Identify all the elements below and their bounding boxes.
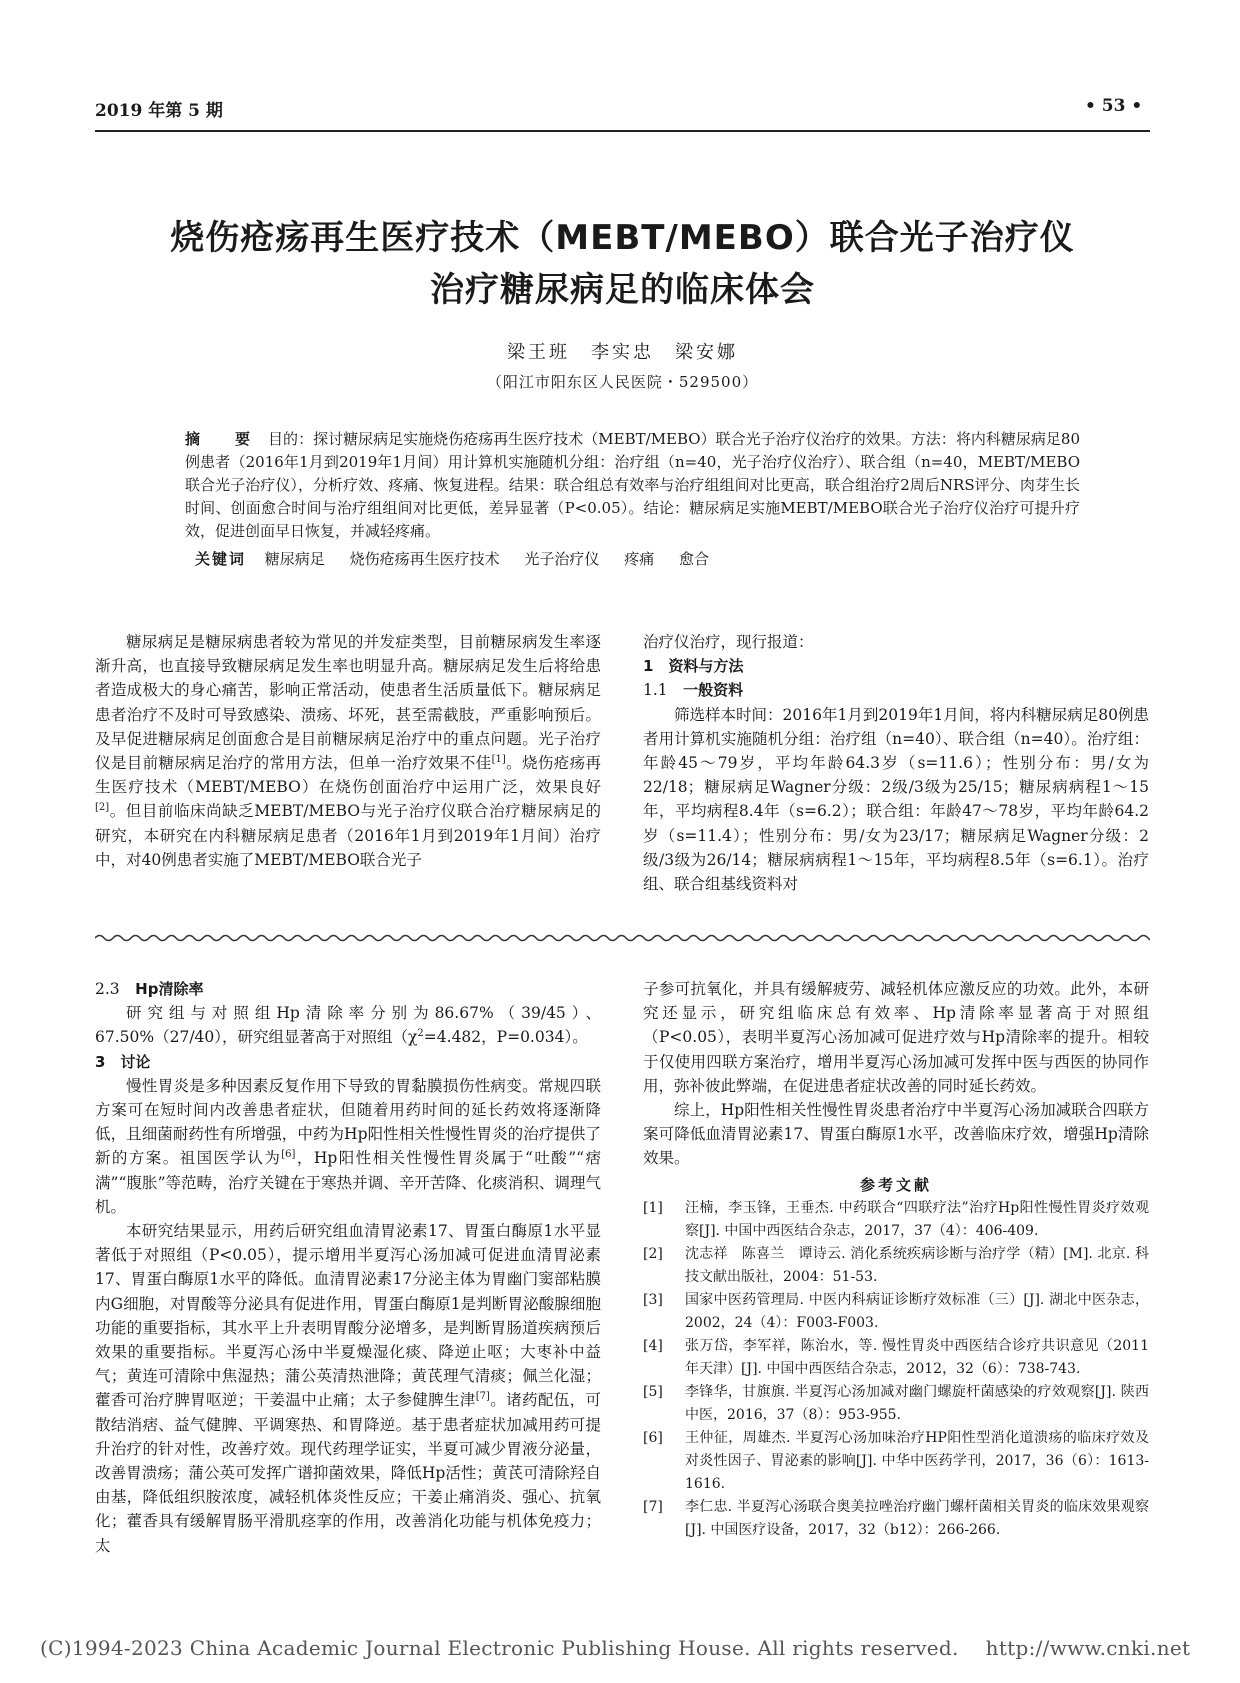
abstract-label: 摘 要 [185,430,261,448]
reference-item: [3] 国家中医药管理局. 中医内科病证诊断疗效标准（三）[J]. 湖北中医杂志，2002，24（4）：F003-F003. [643,1291,1149,1331]
citation: [6] [281,1149,296,1161]
author-list: 梁王班 李实忠 梁安娜 [507,342,738,363]
reference-item: [1] 汪楠，李玉锋，王垂杰. 中药联合“四联疗法”治疗Hp阳性慢性胃炎疗效观察[J]. 中国中西医结合杂志，2017，37（4）：406-409. [643,1199,1149,1239]
subsection-heading: 1.1 一般资料 [643,681,744,700]
intro-paragraph: 糖尿病足是糖尿病患者较为常见的并发症类型，目前糖尿病发生率逐渐升高，也直接导致糖尿病足发生率也明显升高。糖尿病足发生后将给患者造成极大的身心痛苦，影响正常活动，使患者生活质量低下。糖尿病足患者治疗不及时可导致感染、溃疡、坏死，甚至需截肢，严重影响预后。及早促进糖尿病足创面愈合是目前糖尿病足治疗中的重点问题。光子治疗仪是目前糖尿病足治疗的常用方法，但单一治疗效果不佳[1]。烧伤疮疡再生医疗技术（MEBT/MEBO）在烧伤创面治疗中运用广泛，效果良好[2]。但目前临床尚缺乏MEBT/MEBO与光子治疗仪联合治疗糖尿病足的研究，本研究在内科糖尿病足患者（2016年1月到2019年1月间）治疗中，对40例患者实施了MEBT/MEBO联合光子 [95,633,601,869]
reference-item: [7] 李仁忠. 半夏泻心汤联合奥美拉唑治疗幽门螺杆菌相关胃炎的临床效果观察[J]. 中国医疗设备，2017，32（b12）：266-266. [643,1498,1149,1538]
conclusion-paragraph: 综上，Hp阳性相关性慢性胃炎患者治疗中半夏泻心汤加减联合四联方案可降低血清胃泌素17、胃蛋白酶原1水平，改善临床疗效，增强Hp清除效果。 [643,1101,1149,1168]
header-rule [95,130,1150,132]
page-break-wave [95,932,1150,944]
discussion-paragraph: 慢性胃炎是多种因素反复作用下导致的胃黏膜损伤性病变。常规四联方案可在短时间内改善患者症状，但随着用药时间的延长药效将逐渐降低，且细菌耐药性有所增强，中药为Hp阳性相关性慢性胃炎的治疗提供了新的方案。祖国医学认为[6]，Hp阳性相关性慢性胃炎属于“吐酸”“痞满”“腹胀”等范畴，治疗关键在于寒热并调、辛开苦降、化痰消积、调理气机。 [95,1076,601,1216]
keywords [195,548,1080,571]
methods-paragraph: 筛选样本时间：2016年1月到2019年1月间，将内科糖尿病足80例患者用计算机实施随机分组：治疗组（n=40）、联合组（n=40）。治疗组：年龄45～79岁，平均年龄64.3岁（s=11.6）；性别分布：男/女为22/18；糖尿病足Wagner分级：2级/3级为25/15；糖尿病病程1～15年，平均病程8.4年（s=6.2）；联合组：年龄47～78岁，平均年龄64.2岁（s=11.4）；性别分布：男/女为23/17；糖尿病足Wagner分级：2级/3级为26/14；糖尿病病程1～15年，平均病程8.5年（s=6.1）。治疗组、联合组基线资料对 [643,705,1149,894]
paper-title-line2: 治疗糖尿病足的临床体会 [430,270,815,310]
citation: [2] [95,802,110,814]
section-heading: 3 讨论 [95,1052,151,1071]
issue-label: 2019 年第 5 期 [95,101,223,121]
copyright-footer: (C)1994-2023 China Academic Journal Electronic Publishing House. All rights reserved. http://www.cnki.net [40,1636,1191,1660]
upper-right-column [643,630,1149,896]
reference-list [643,1197,1149,1542]
paper-title-line1: 烧伤疮疡再生医疗技术（MEBT/MEBO）联合光子治疗仪 [170,218,1075,258]
abstract [185,428,1080,543]
reference-item: [5] 李锋华，甘旗旗. 半夏泻心汤加减对幽门螺旋杆菌感染的疗效观察[J]. 陕西中医，2016，37（8）：953-955. [643,1383,1149,1423]
lower-right-column [643,977,1149,1542]
citation: [7] [475,1391,490,1403]
discussion-paragraph: 本研究结果显示，用药后研究组血清胃泌素17、胃蛋白酶原1水平显著低于对照组（P<0.05），提示增用半夏泻心汤加减可促进血清胃泌素17、胃蛋白酶原1水平的降低。血清胃泌素17分泌主体为胃幽门窦部粘膜内G细胞，对胃酸等分泌具有促进作用，胃蛋白酶原1是判断胃泌酸腺细胞功能的重要指标，其水平上升表明胃酸分泌增多，是判断胃肠道疾病预后效果的重要指标。半夏泻心汤中半夏燥湿化痰、降逆止呕；大枣补中益气；黄连可清除中焦湿热；蒲公英清热泄降；黄芪理气清痰；佩兰化湿；藿香可治疗脾胃呕逆；干姜温中止痛；太子参健脾生津[7]。诸药配伍，可散结消痞、益气健脾、平调寒热、和胃降逆。基于患者症状加减用药可提升治疗的针对性，改善疗效。现代药理学证实，半夏可减少胃液分泌量，改善胃溃疡；蒲公英可发挥广谱抑菌效果，降低Hp活性；黄芪可清除羟自由基，降低组织胺浓度，减轻机体炎性反应；干姜止痛消炎、强心、抗氧化；藿香具有缓解胃肠平滑肌痉挛的作用，改善消化功能与机体免疫力；太 [95,1222,601,1555]
citation: [1] [491,753,506,765]
discussion-continuation: 子参可抗氧化，并具有缓解疲劳、减轻机体应激反应的功效。此外，本研究还显示，研究组临床总有效率、Hp清除率显著高于对照组（P<0.05），表明半夏泻心汤加减可促进疗效与Hp清除率的提升。相较于仅使用四联方案治疗，增用半夏泻心汤加减可发挥中医与西医的协同作用，弥补彼此弊端，在促进患者症状改善的同时延长药效。 [643,980,1149,1095]
keyword: 愈合 [678,550,709,568]
affiliation: （阳江市阳东区人民医院・529500） [486,373,759,391]
section-heading: 1 资料与方法 [643,657,744,676]
references-heading: 参考文献 [859,1175,932,1194]
page-number: • 53 • [1085,96,1143,116]
upper-left-column [95,630,601,872]
reference-item: [4] 张万岱，李军祥，陈治水，等. 慢性胃炎中西医结合诊疗共识意见（2011年天津）[J]. 中国中西医结合杂志，2012，32（6）：738-743. [643,1337,1149,1377]
keyword: 烧伤疮疡再生医疗技术 [349,550,500,568]
subsection-heading: 2.3 Hp清除率 [95,980,204,998]
keyword: 糖尿病足 [264,550,325,568]
lower-left-column [95,977,601,1558]
reference-item: [6] 王仲征，周雄杰. 半夏泻心汤加味治疗HP阳性型消化道溃疡的临床疗效及对炎性因子、胃泌素的影响[J]. 中华中医药学刊，2017，36（6）：1613-1616. [643,1429,1149,1492]
keyword: 疼痛 [624,550,655,568]
reference-item: [2] 沈志祥 陈喜兰 谭诗云. 消化系统疾病诊断与治疗学（精）[M]. 北京. 科技文献出版社，2004：51-53. [643,1245,1149,1285]
abstract-text: 目的：探讨糖尿病足实施烧伤疮疡再生医疗技术（MEBT/MEBO）联合光子治疗仪治疗的效果。方法：将内科糖尿病足80例患者（2016年1月到2019年1月间）用计算机实施随机分组：治疗组（n=40，光子治疗仪治疗）、联合组（n=40，MEBT/MEBO联合光子治疗仪），分析疗效、疼痛、恢复进程。结果：联合组总有效率与治疗组组间对比更高，联合组治疗2周后NRS评分、肉芽生长时间、创面愈合时间与治疗组组间对比更低，差异显著（P<0.05）。结论：糖尿病足实施MEBT/MEBO联合光子治疗仪治疗可提升疗效，促进创面早日恢复，并减轻疼痛。 [185,430,1080,540]
intro-continuation: 治疗仪治疗，现行报道： [643,633,814,651]
results-paragraph: 研究组与对照组Hp清除率分别为86.67%（39/45）、67.50%（27/40），研究组显著高于对照组（$\chi^2=4.482$，P=0.034）。 [95,1004,601,1047]
keyword: 光子治疗仪 [524,550,600,568]
keywords-label: 关键词 [195,550,247,568]
